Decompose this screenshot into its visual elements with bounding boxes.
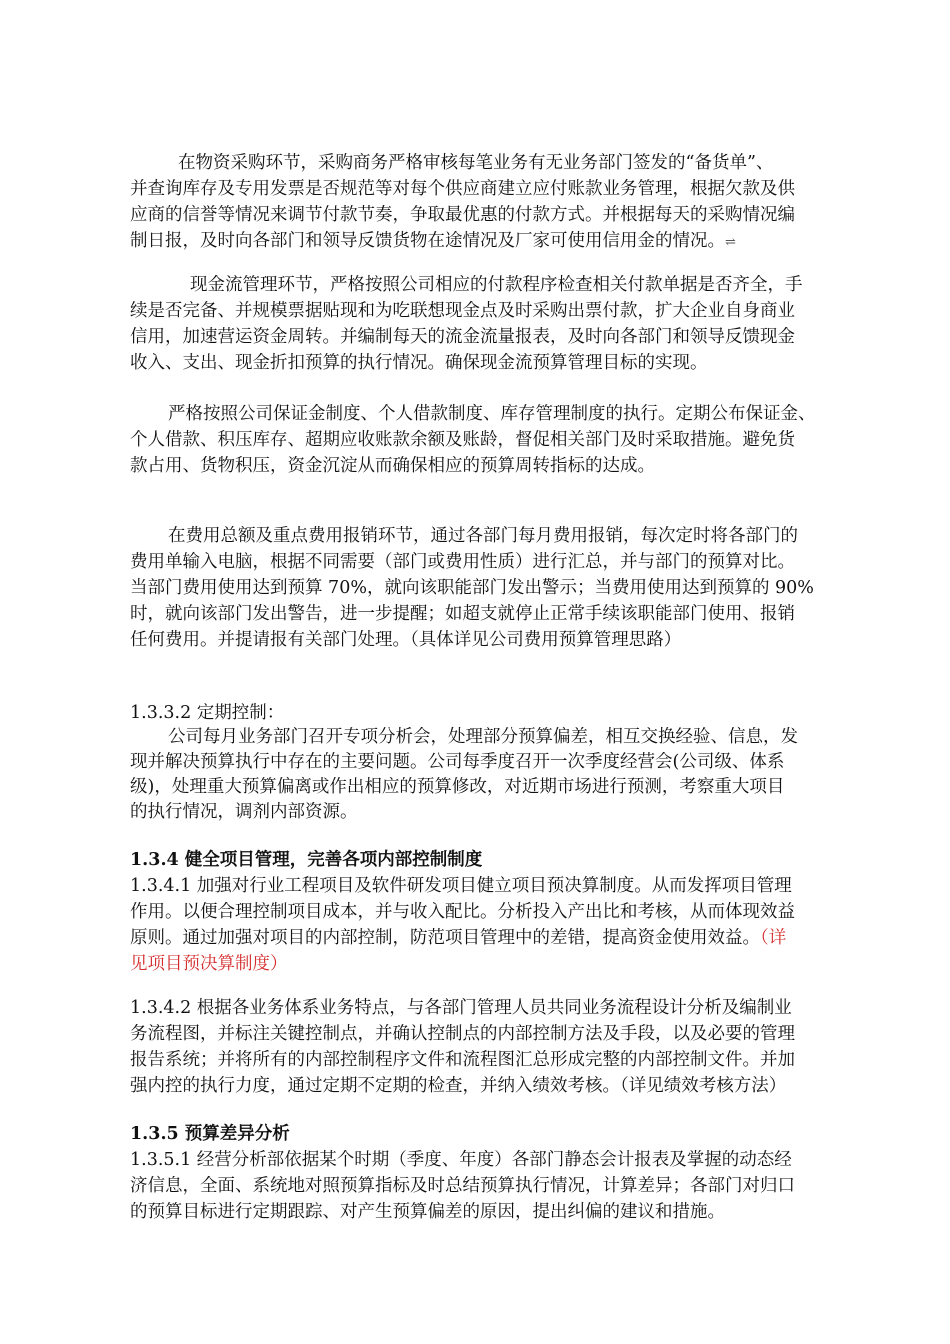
- paragraph-purchasing-line-3: 应商的信誉等情况来调节付款节奏，争取最优惠的付款方式。并根据每天的采购情况编: [130, 205, 795, 225]
- paragraph-expense-line-3: 当部门费用使用达到预算 70%，就向该职能部门发出警示；当费用使用达到预算的 90%: [130, 578, 814, 598]
- section-1341-line-3: [130, 925, 786, 951]
- section-1342-line-1: 1.3.4.2 根据各业务体系业务特点，与各部门管理人员共同业务流程设计分析及编制业: [130, 998, 792, 1018]
- project-budget-reference-link-cont[interactable]: 见项目预决算制度）: [130, 954, 288, 974]
- section-1342-line-2: 务流程图，并标注关键控制点，并确认控制点的内部控制方法及手段，以及必要的管理: [130, 1024, 795, 1044]
- paragraph-purchasing-line-4-text: 制日报，及时向各部门和领导反馈货物在途情况及厂家可使用信用金的情况。: [130, 231, 725, 251]
- paragraph-expense-line-2: 费用单输入电脑，根据不同需要（部门或费用性质）进行汇总，并与部门的预算对比。: [130, 552, 795, 572]
- project-budget-reference-link[interactable]: （详: [760, 928, 787, 948]
- section-1341-line-2: 作用。以便合理控制项目成本，并与收入配比。分析投入产出比和考核，从而体现效益: [130, 902, 795, 922]
- section-1351-line-1: 1.3.5.1 经营分析部依据某个时期（季度、年度）各部门静态会计报表及掌握的动态经: [130, 1150, 792, 1170]
- section-1332-line-4: 的执行情况，调剂内部资源。: [130, 802, 358, 822]
- section-1332-line-3: 级)，处理重大预算偏离或作出相应的预算修改，对近期市场进行预测，考察重大项目: [130, 777, 785, 797]
- paragraph-expense-line-5: 任何费用。并提请报有关部门处理。（具体详见公司费用预算管理思路）: [130, 630, 682, 650]
- paragraph-cashflow-line-3: 信用，加速营运资金周转。并编制每天的流金流量报表，及时向各部门和领导反馈现金: [130, 327, 795, 347]
- paragraph-deposit-line-1: 严格按照公司保证金制度、个人借款制度、库存管理制度的执行。定期公布保证金、: [168, 404, 816, 424]
- paragraph-purchasing-line-4: [130, 228, 736, 256]
- paragraph-expense-line-4: 时，就向该部门发出警告，进一步提醒；如超支就停止正常手续该职能部门使用、报销: [130, 604, 795, 624]
- paragraph-purchasing-line-2: 并查询库存及专用发票是否规范等对每个供应商建立应付账款业务管理，根据欠款及供: [130, 179, 795, 199]
- paragraph-deposit-line-2: 个人借款、积压库存、超期应收账款余额及账龄，督促相关部门及时采取措施。避免货: [130, 430, 795, 450]
- section-1332-line-2: 现并解决预算执行中存在的主要问题。公司每季度召开一次季度经营会(公司级、体系: [130, 752, 785, 772]
- section-134-heading: 1.3.4 健全项目管理，完善各项内部控制制度: [130, 850, 483, 870]
- paragraph-expense-line-1: 在费用总额及重点费用报销环节，通过各部门每月费用报销，每次定时将各部门的: [168, 526, 798, 546]
- section-1342-line-3: 报告系统；并将所有的内部控制程序文件和流程图汇总形成完整的内部控制文件。并加: [130, 1050, 795, 1070]
- section-1332-line-1: 公司每月业务部门召开专项分析会，处理部分预算偏差，相互交换经验、信息，发: [168, 727, 798, 747]
- paragraph-end-mark: ⇌: [725, 235, 736, 250]
- section-1342-line-4: 强内控的执行力度，通过定期不定期的检查，并纳入绩效考核。（详见绩效考核方法）: [130, 1076, 787, 1096]
- section-1351-line-3: 的预算目标进行定期跟踪、对产生预算偏差的原因，提出纠偏的建议和措施。: [130, 1202, 725, 1222]
- section-1341-line-3-text: 原则。通过加强对项目的内部控制，防范项目管理中的差错，提高资金使用效益。: [130, 928, 760, 948]
- paragraph-purchasing-line-1: 在物资采购环节，采购商务严格审核每笔业务有无业务部门签发的“备货单”、: [178, 153, 774, 173]
- paragraph-cashflow-line-4: 收入、支出、现金折扣预算的执行情况。确保现金流预算管理目标的实现。: [130, 353, 708, 373]
- section-1332-heading: 1.3.3.2 定期控制：: [130, 703, 285, 723]
- paragraph-cashflow-line-1: 现金流管理环节，严格按照公司相应的付款程序检查相关付款单据是否齐全，手: [190, 275, 803, 295]
- paragraph-cashflow-line-2: 续是否完备、并规模票据贴现和为吃联想现金点及时采购出票付款，扩大企业自身商业: [130, 301, 795, 321]
- section-1341-line-1: 1.3.4.1 加强对行业工程项目及软件研发项目健立项目预决算制度。从而发挥项目管理: [130, 876, 792, 896]
- section-135-heading: 1.3.5 预算差异分析: [130, 1124, 290, 1144]
- section-1351-line-2: 济信息，全面、系统地对照预算指标及时总结预算执行情况，计算差异；各部门对归口: [130, 1176, 795, 1196]
- paragraph-deposit-line-3: 款占用、货物积压，资金沉淀从而确保相应的预算周转指标的达成。: [130, 456, 655, 476]
